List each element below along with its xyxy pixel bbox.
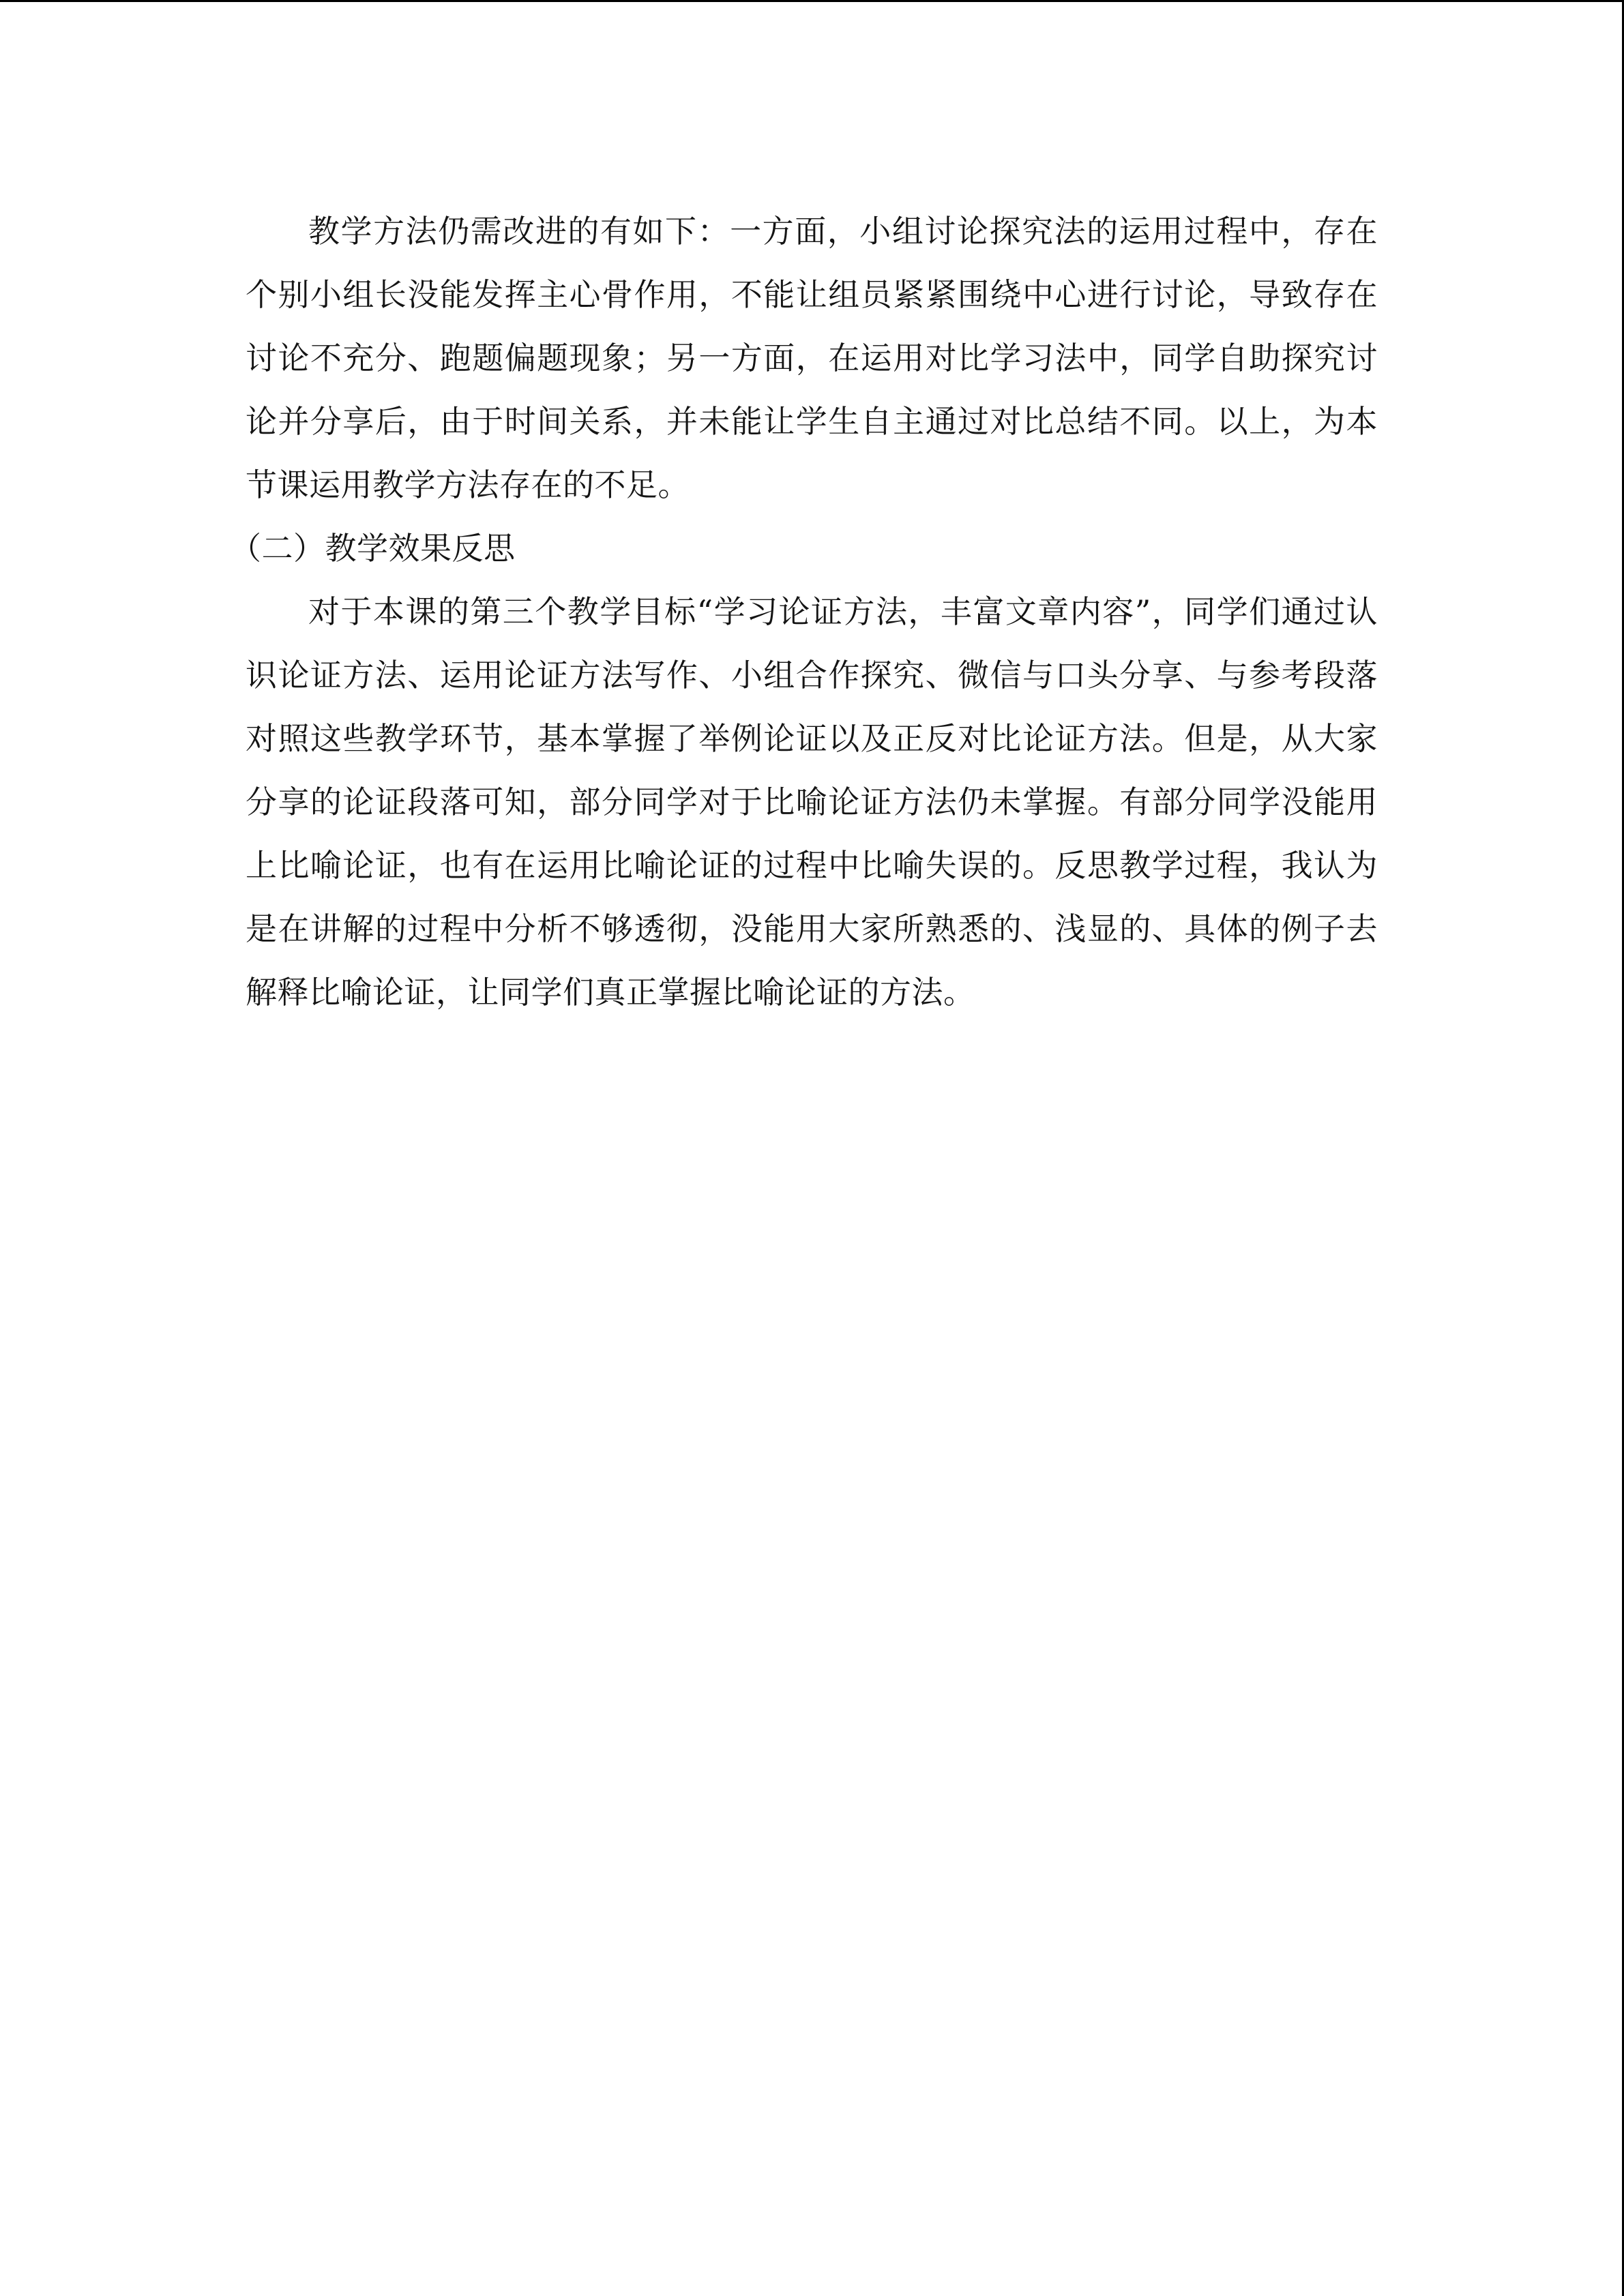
document-body	[230, 200, 1378, 1024]
section-heading: （二）教学效果反思	[230, 530, 516, 567]
paragraph-teaching-methods: 教学方法仍需改进的有如下：一方面，小组讨论探究法的运用过程中，存在个别小组长没能发挥主心骨作用，不能让组员紧紧围绕中心进行讨论，导致存在讨论不充分、跑题偏题现象；另一方面，在运用对比学习法中，同学自助探究讨论并分享后，由于时间关系，并未能让学生自主通过对比总结不同。以上，为本节课运用教学方法存在的不足。	[246, 213, 1378, 503]
paragraph-teaching-effect: 对于本课的第三个教学目标“学习论证方法，丰富文章内容”，同学们通过认识论证方法、运用论证方法写作、小组合作探究、微信与口头分享、与参考段落对照这些教学环节，基本掌握了举例论证以及正反对比论证方法。但是，从大家分享的论证段落可知，部分同学对于比喻论证方法仍未掌握。有部分同学没能用上比喻论证，也有在运用比喻论证的过程中比喻失误的。反思教学过程，我认为是在讲解的过程中分析不够透彻，没能用大家所熟悉的、浅显的、具体的例子去解释比喻论证，让同学们真正掌握比喻论证的方法。	[246, 593, 1378, 1011]
